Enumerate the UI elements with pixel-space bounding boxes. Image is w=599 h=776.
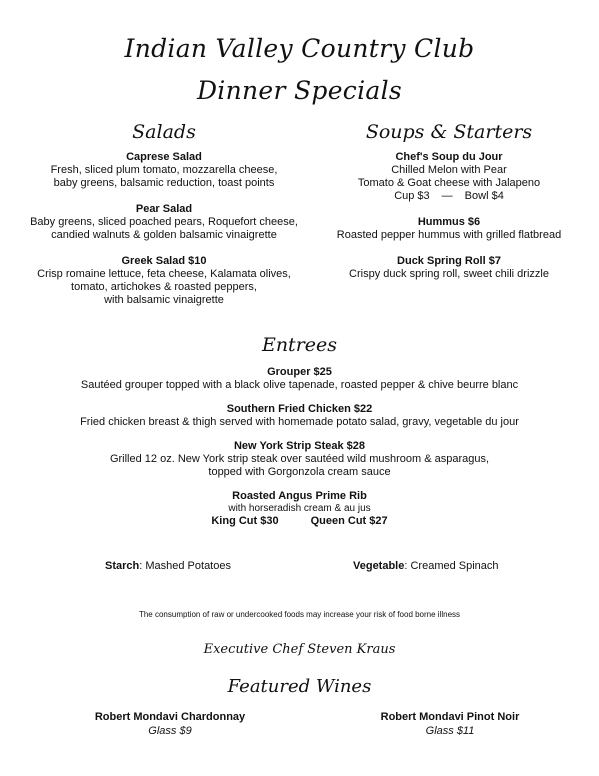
wine-glass-price: Glass $11 xyxy=(425,725,475,737)
starch-label: Starch xyxy=(105,560,140,572)
wine-item xyxy=(360,710,540,738)
item-name: Southern Fried Chicken $22 xyxy=(226,403,373,415)
soups-section xyxy=(318,120,580,293)
item-description: Chilled Melon with Pear xyxy=(391,164,507,176)
vegetable-value: : Creamed Spinach xyxy=(404,560,499,572)
starch-side xyxy=(105,560,231,572)
salads-title: Salads xyxy=(132,121,196,143)
entrees-title: Entrees xyxy=(261,334,338,356)
wine-glass-price: Glass $9 xyxy=(148,725,192,737)
food-disclaimer: The consumption of raw or undercooked foods may increase your risk of food borne illness xyxy=(138,610,461,619)
item-description: Crispy duck spring roll, sweet chili drizzle xyxy=(349,268,549,280)
wines-title: Featured Wines xyxy=(227,676,372,697)
item-name: Caprese Salad xyxy=(126,151,202,163)
king-cut-price: King Cut $30 xyxy=(211,515,279,527)
item-description: Crisp romaine lettuce, feta cheese, Kalamata olives, xyxy=(37,268,291,280)
item-name: Roasted Angus Prime Rib xyxy=(232,490,367,502)
item-name: Duck Spring Roll $7 xyxy=(397,255,501,267)
item-description: topped with Gorgonzola cream sauce xyxy=(208,466,391,478)
menu-item xyxy=(24,202,304,242)
vegetable-label: Vegetable xyxy=(353,560,405,572)
cup-price: Cup $3 xyxy=(394,190,430,202)
price-separator: — xyxy=(441,190,453,202)
item-name: Greek Salad $10 xyxy=(121,255,207,267)
menu-item xyxy=(318,254,580,281)
salads-section xyxy=(24,120,304,319)
item-description: with balsamic vinaigrette xyxy=(104,294,224,306)
wine-name: Robert Mondavi Pinot Noir xyxy=(380,711,520,723)
menu-item xyxy=(318,215,580,242)
item-description: Roasted pepper hummus with grilled flatbread xyxy=(336,229,562,241)
item-note: with horseradish cream & au jus xyxy=(228,503,371,514)
menu-item xyxy=(318,150,580,203)
menu-subtitle: Dinner Specials xyxy=(196,76,403,105)
menu-item xyxy=(0,489,599,528)
item-description: Fresh, sliced plum tomato, mozzarella cheese, xyxy=(50,164,278,176)
item-name: Chef's Soup du Jour xyxy=(395,151,503,163)
item-description: Grilled 12 oz. New York strip steak over sautéed wild mushroom & asparagus, xyxy=(109,453,490,465)
bowl-price: Bowl $4 xyxy=(464,190,504,202)
item-name: Pear Salad xyxy=(135,203,193,215)
vegetable-side xyxy=(353,560,499,572)
item-description: tomato, artichokes & roasted peppers, xyxy=(71,281,257,293)
item-description: Fried chicken breast & thigh served with homemade potato salad, gravy, vegetable du jour xyxy=(80,416,519,428)
menu-item xyxy=(0,365,599,392)
queen-cut-price: Queen Cut $27 xyxy=(310,515,388,527)
item-name: New York Strip Steak $28 xyxy=(233,440,366,452)
club-name: Indian Valley Country Club xyxy=(124,34,475,63)
entrees-section xyxy=(0,333,599,538)
item-description: Baby greens, sliced poached pears, Roquefort cheese, xyxy=(30,216,298,228)
cut-prices xyxy=(0,515,599,528)
wine-item xyxy=(80,710,260,738)
executive-chef: Executive Chef Steven Kraus xyxy=(203,642,396,657)
item-name: Grouper $25 xyxy=(267,366,332,378)
menu-item xyxy=(24,150,304,190)
menu-item xyxy=(0,439,599,479)
item-name: Hummus $6 xyxy=(417,216,481,228)
item-description: Tomato & Goat cheese with Jalapeno xyxy=(357,177,541,189)
item-description: baby greens, balsamic reduction, toast points xyxy=(53,177,275,189)
wine-name: Robert Mondavi Chardonnay xyxy=(94,711,246,723)
item-description: Sautéed grouper topped with a black olive tapenade, roasted pepper & chive beurre blanc xyxy=(80,379,519,391)
item-description: candied walnuts & golden balsamic vinaigrette xyxy=(51,229,277,241)
soup-price-row xyxy=(318,190,580,203)
menu-item xyxy=(0,402,599,429)
soups-title: Soups & Starters xyxy=(365,121,533,143)
menu-item xyxy=(24,254,304,307)
starch-value: : Mashed Potatoes xyxy=(139,560,231,572)
